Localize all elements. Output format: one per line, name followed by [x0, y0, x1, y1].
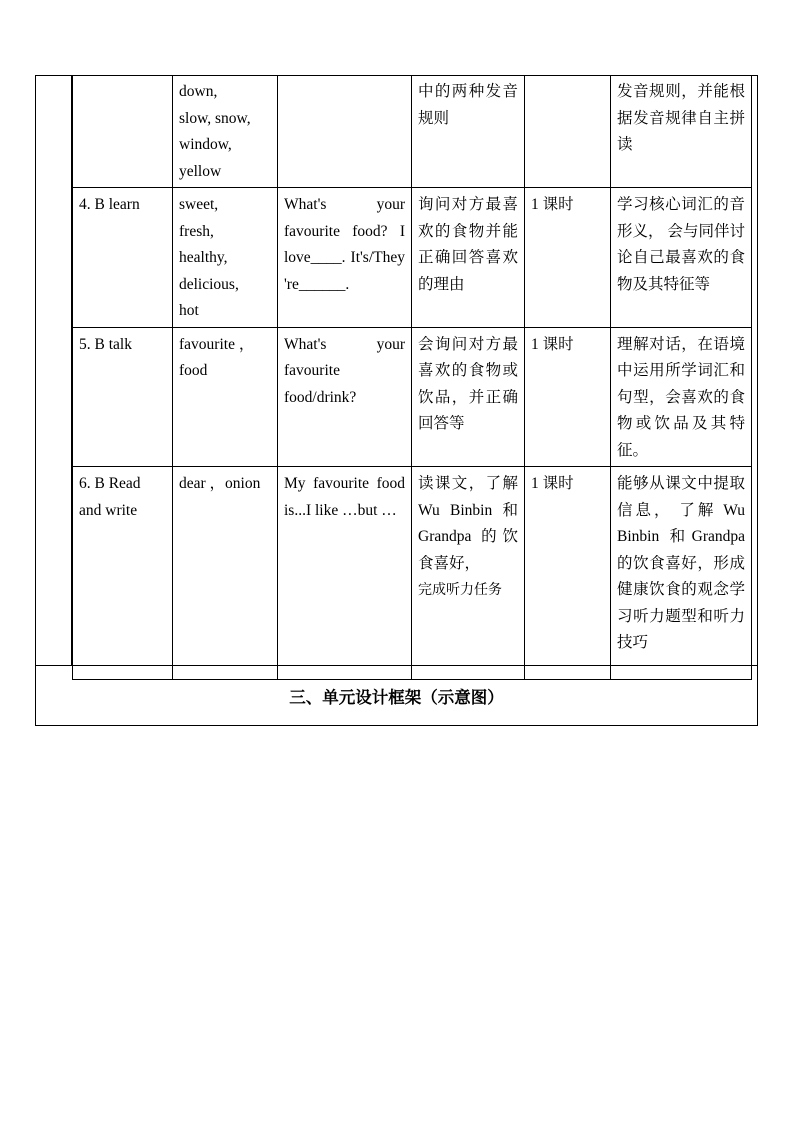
goal-cell: 会询问对方最喜欢的食物或饮品，并正确回答等	[412, 327, 525, 467]
hours-cell: 1 课时	[525, 467, 611, 680]
table-row	[73, 188, 752, 328]
objective-cell: 发音规则，并能根据发音规律自主拼读	[611, 75, 752, 188]
lesson-cell: 5. B talk	[73, 327, 173, 467]
lesson-cell: 6. B Read and write	[73, 467, 173, 680]
sentences-cell: My favourite food is...I like …but …	[278, 467, 412, 680]
hours-cell: 1 课时	[525, 188, 611, 328]
goal-cell: 询问对方最喜欢的食物并能正确回答喜欢的理由	[412, 188, 525, 328]
objective-cell: 能够从课文中提取信息， 了解 Wu Binbin 和Grandpa的饮食喜好，形成健康饮食的观念学习听力题型和听力技巧	[611, 467, 752, 680]
hours-cell: 1 课时	[525, 327, 611, 467]
sentences-cell: What's your favourite food/drink?	[278, 327, 412, 467]
table-row	[73, 75, 752, 188]
goal-cell	[412, 467, 525, 680]
sentences-cell: What's your favourite food? I love____. It's/They 're______.	[278, 188, 412, 328]
table-row	[73, 327, 752, 467]
words-cell	[173, 188, 278, 328]
goal-text: 读课文，了解 Wu Binbin 和 Grandpa 的饮食喜好，	[418, 475, 518, 572]
hours-cell	[525, 75, 611, 188]
words-line: sweet, fresh, healthy, delicious, hot	[179, 196, 239, 319]
goal-cell: 中的两种发音规则	[412, 75, 525, 188]
lesson-cell: 4. B learn	[73, 188, 173, 328]
words-cell: favourite ，food	[173, 327, 278, 467]
objective-cell: 学习核心词汇的音形义， 会与同伴讨论自己最喜欢的食物及其特征等	[611, 188, 752, 328]
left-category-column	[35, 75, 72, 665]
section-title: 三、单元设计框架（示意图）	[289, 688, 504, 707]
lesson-plan-table	[72, 75, 752, 680]
words-cell: dear ，onion	[173, 467, 278, 680]
words-cell	[173, 75, 278, 188]
lesson-cell	[73, 75, 173, 188]
words-line: down, slow, snow, window, yellow	[179, 83, 251, 180]
goal-note: 完成听力任务	[418, 583, 502, 598]
sentences-cell	[278, 75, 412, 188]
table-row	[73, 467, 752, 680]
objective-cell: 理解对话，在语境中运用所学词汇和句型，会喜欢的食物或饮品及其特征。	[611, 327, 752, 467]
